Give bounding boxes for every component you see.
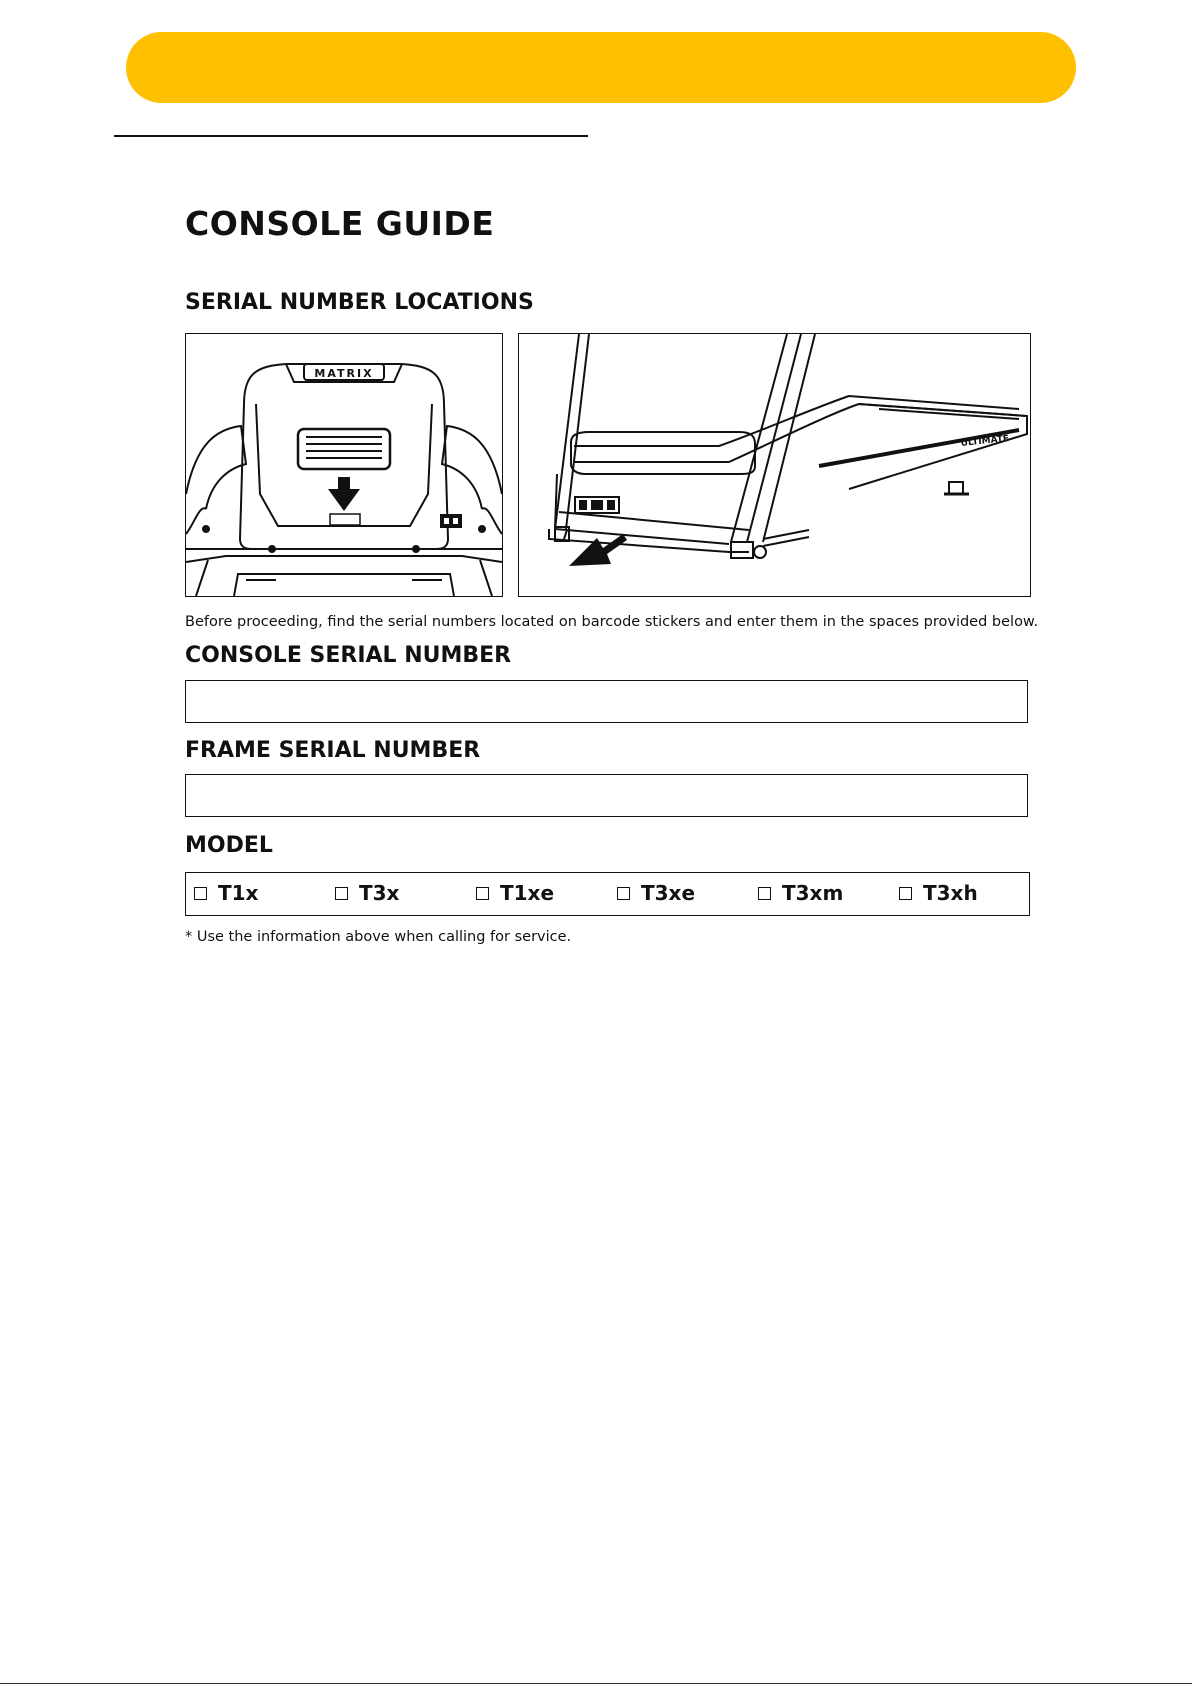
checkbox-icon[interactable] xyxy=(476,887,489,900)
console-serial-heading: CONSOLE SERIAL NUMBER xyxy=(185,643,512,668)
model-option-label: T3xe xyxy=(641,881,696,905)
model-option-t1x[interactable] xyxy=(194,881,258,905)
model-option-label: T3x xyxy=(359,881,400,905)
model-option-t3x[interactable] xyxy=(335,881,399,905)
header-banner xyxy=(126,32,1076,103)
page-bottom-edge xyxy=(0,1683,1192,1684)
serial-instruction-text: Before proceeding, find the serial numbers located on barcode stickers and enter them in the spaces provided below. xyxy=(185,614,1039,630)
model-option-label: T1xe xyxy=(500,881,555,905)
model-option-t3xe[interactable] xyxy=(617,881,695,905)
checkbox-icon[interactable] xyxy=(335,887,348,900)
service-footnote: * Use the information above when calling for service. xyxy=(185,929,572,945)
frame-serial-location-illustration xyxy=(518,333,1031,597)
console-serial-location-illustration xyxy=(185,333,503,597)
model-heading: MODEL xyxy=(185,833,273,858)
frame-serial-heading: FRAME SERIAL NUMBER xyxy=(185,738,481,763)
model-option-t1xe[interactable] xyxy=(476,881,554,905)
model-options-box xyxy=(185,872,1030,916)
model-option-t3xm[interactable] xyxy=(758,881,843,905)
model-option-label: T3xm xyxy=(782,881,844,905)
checkbox-icon[interactable] xyxy=(758,887,771,900)
frame-serial-field[interactable] xyxy=(185,774,1028,817)
svg-text:ULTIMATE: ULTIMATE xyxy=(960,433,1010,449)
page-title: CONSOLE GUIDE xyxy=(185,204,495,243)
checkbox-icon[interactable] xyxy=(194,887,207,900)
console-serial-field[interactable] xyxy=(185,680,1028,723)
header-divider xyxy=(114,135,588,137)
model-option-label: T3xh xyxy=(923,881,978,905)
checkbox-icon[interactable] xyxy=(617,887,630,900)
checkbox-icon[interactable] xyxy=(899,887,912,900)
serial-locations-heading: SERIAL NUMBER LOCATIONS xyxy=(185,290,534,315)
model-option-t3xh[interactable] xyxy=(899,881,978,905)
console-logo-text: MATRIX xyxy=(314,367,374,380)
model-option-label: T1x xyxy=(218,881,259,905)
